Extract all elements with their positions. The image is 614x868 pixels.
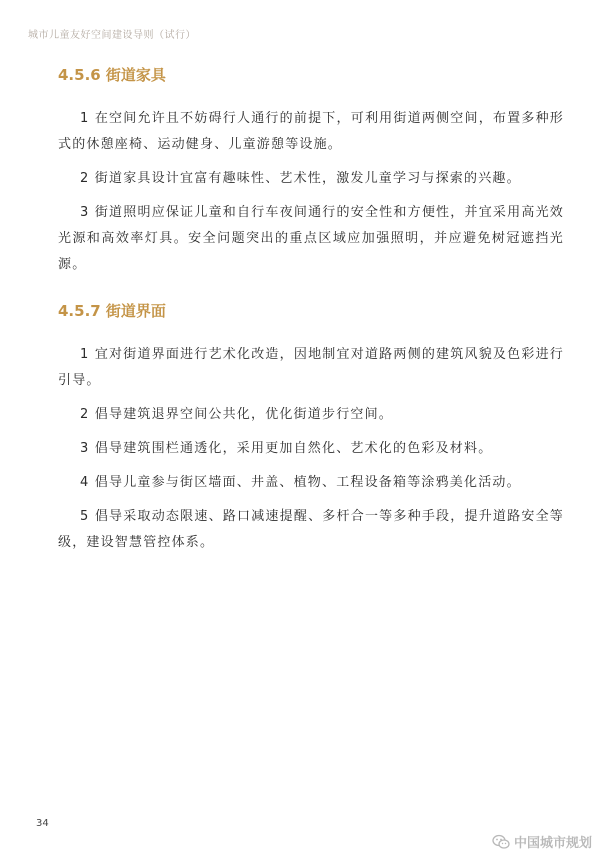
paragraph: 4 倡导儿童参与街区墙面、井盖、植物、工程设备箱等涂鸦美化活动。: [80, 475, 521, 490]
wechat-icon: [492, 834, 510, 850]
section-heading-street-interface: 4.5.7 街道界面: [58, 302, 166, 320]
section-heading-street-furniture: 4.5.6 街道家具: [58, 66, 166, 84]
paragraph: 2 倡导建筑退界空间公共化，优化街道步行空间。: [80, 407, 394, 422]
paragraph: 3 倡导建筑围栏通透化，采用更加自然化、艺术化的色彩及材料。: [80, 441, 493, 456]
paragraph: 3 街道照明应保证儿童和自行车夜间通行的安全性和方便性，并宜采用高光效光源和高效率灯具。安全问题突出的重点区域应加强照明，并应避免树冠遮挡光源。: [58, 205, 564, 272]
paragraph: 1 在空间允许且不妨碍行人通行的前提下，可利用街道两侧空间，布置多种形式的休憩座椅、运动健身、儿童游憩等设施。: [58, 111, 564, 152]
paragraph: 1 宜对街道界面进行艺术化改造，因地制宜对道路两侧的建筑风貌及色彩进行引导。: [58, 347, 564, 388]
running-header: 城市儿童友好空间建设导则（试行）: [28, 30, 196, 41]
watermark-text: 中国城市规划: [513, 836, 592, 851]
document-body: [58, 64, 564, 564]
watermark: [492, 832, 592, 851]
paragraph: 2 街道家具设计宜富有趣味性、艺术性，激发儿童学习与探索的兴趣。: [80, 171, 521, 186]
page-number: 34: [36, 818, 49, 829]
paragraph: 5 倡导采取动态限速、路口减速提醒、多杆合一等多种手段，提升道路安全等级，建设智慧管控体系。: [58, 509, 564, 550]
